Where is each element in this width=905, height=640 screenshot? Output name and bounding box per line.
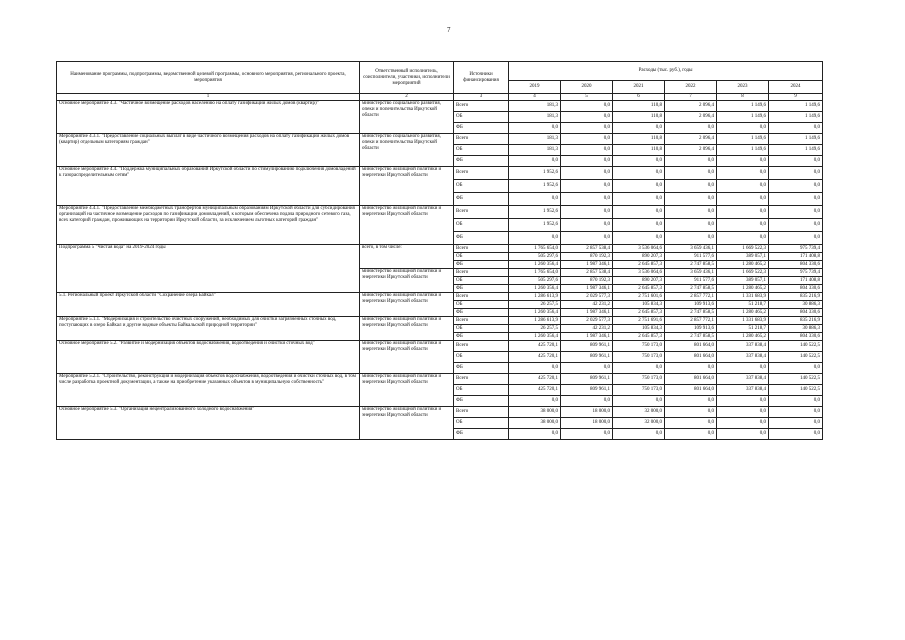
amount-cell: 2 645 857,3 xyxy=(613,309,665,317)
amount-cell: 105 834,3 xyxy=(613,301,665,309)
amount-cell: 870 192,3 xyxy=(561,277,613,285)
amount-cell: 30 886,3 xyxy=(769,301,823,309)
funding-source: ОБ xyxy=(454,112,509,123)
amount-cell: 0,0 xyxy=(613,206,665,219)
amount-cell: 0,0 xyxy=(665,206,717,219)
amount-cell: 1 260 356,4 xyxy=(509,261,561,269)
amount-cell: 3 659 436,1 xyxy=(665,245,717,253)
column-index: 3 xyxy=(454,94,509,101)
amount-cell: 801 664,0 xyxy=(665,352,717,363)
row-title: Мероприятие 4.4.1. "Предоставление межбюджетных трансфертов муниципальным образованиям Иркутской области для субсидирования организаций на частичное возмещение расходов по газификации домовладений, к которым обеспечена подача природного сетевого газа, всех категорий граждан, проживающих на территории Иркутской области, за исключением льготных категорий граждан" xyxy=(57,206,360,245)
amount-cell: 3 659 436,1 xyxy=(665,269,717,277)
amount-cell: 0,0 xyxy=(561,219,613,232)
amount-cell: 181,3 xyxy=(509,134,561,145)
table-row xyxy=(57,317,823,325)
funding-source: ФБ xyxy=(454,123,509,134)
amount-cell: 809 961,1 xyxy=(561,341,613,352)
amount-cell: 804 330,6 xyxy=(769,261,823,269)
amount-cell: 105 834,3 xyxy=(613,325,665,333)
amount-cell: 975 739,4 xyxy=(769,245,823,253)
amount-cell: 181,3 xyxy=(509,101,561,112)
row-responsible: министерство жилищной политики и энергетики Иркутской области xyxy=(360,293,454,317)
amount-cell: 0,0 xyxy=(613,219,665,232)
column-index-row xyxy=(57,94,823,101)
amount-cell: 18 000,0 xyxy=(561,418,613,429)
amount-cell: 181,3 xyxy=(509,145,561,156)
amount-cell: 2 857 538,4 xyxy=(561,245,613,253)
amount-cell: 0,0 xyxy=(717,363,769,374)
row-responsible: министерство жилищной политики и энергетики Иркутской области xyxy=(360,167,454,206)
amount-cell: 1 280 465,2 xyxy=(717,285,769,293)
amount-cell: 0,0 xyxy=(769,407,823,418)
funding-source: Всего xyxy=(454,407,509,418)
amount-cell: 2 645 857,3 xyxy=(613,333,665,341)
amount-cell: 171 408,8 xyxy=(769,253,823,261)
row-responsible: всего, в том числе: xyxy=(360,245,454,269)
amount-cell: 0,0 xyxy=(769,123,823,134)
amount-cell: 1 765 654,0 xyxy=(509,269,561,277)
amount-cell: 0,0 xyxy=(613,123,665,134)
funding-source: ФБ xyxy=(454,363,509,374)
funding-source: ФБ xyxy=(454,309,509,317)
header-year: 2019 xyxy=(509,81,561,94)
amount-cell: 1 952,6 xyxy=(509,167,561,180)
funding-source: ОБ xyxy=(454,253,509,261)
amount-cell: 1 669 522,3 xyxy=(717,245,769,253)
funding-source: ФБ xyxy=(454,285,509,293)
amount-cell: 505 297,6 xyxy=(509,277,561,285)
amount-cell: 2 751 691,6 xyxy=(613,317,665,325)
amount-cell: 809 961,1 xyxy=(561,374,613,385)
amount-cell: 51 218,7 xyxy=(717,301,769,309)
amount-cell: 1 149,6 xyxy=(769,145,823,156)
amount-cell: 809 961,1 xyxy=(561,352,613,363)
amount-cell: 1 260 356,4 xyxy=(509,309,561,317)
amount-cell: 0,0 xyxy=(665,219,717,232)
amount-cell: 0,0 xyxy=(613,180,665,193)
subprogram-title: Подпрограмма 5 "Чистая вода" на 2019-2024 годы xyxy=(57,245,360,293)
funding-source: ОБ xyxy=(454,219,509,232)
amount-cell: 110,8 xyxy=(613,134,665,145)
amount-cell: 911 577,6 xyxy=(665,253,717,261)
header-expenses: Расходы (тыс. руб.), годы xyxy=(509,62,823,81)
funding-source: ФБ xyxy=(454,156,509,167)
amount-cell: 1 280 465,2 xyxy=(717,261,769,269)
amount-cell: 750 173,0 xyxy=(613,374,665,385)
funding-source: Всего xyxy=(454,374,509,385)
header-responsible: Ответственный исполнитель, соисполнители, участники, исполнители мероприятий xyxy=(360,62,454,94)
funding-source: Всего xyxy=(454,101,509,112)
funding-source: Всего xyxy=(454,167,509,180)
amount-cell: 750 173,0 xyxy=(613,352,665,363)
amount-cell: 0,0 xyxy=(769,156,823,167)
amount-cell: 870 192,3 xyxy=(561,253,613,261)
amount-cell: 32 000,0 xyxy=(613,418,665,429)
amount-cell: 0,0 xyxy=(613,396,665,407)
amount-cell: 0,0 xyxy=(509,193,561,206)
table-row xyxy=(57,167,823,180)
row-responsible: министерство жилищной политики и энергетики Иркутской области xyxy=(360,317,454,341)
amount-cell: 0,0 xyxy=(561,363,613,374)
table-row xyxy=(57,134,823,145)
amount-cell: 804 330,6 xyxy=(769,333,823,341)
amount-cell: 389 057,1 xyxy=(717,253,769,261)
amount-cell: 26 257,5 xyxy=(509,325,561,333)
amount-cell: 1 331 683,9 xyxy=(717,293,769,301)
amount-cell: 0,0 xyxy=(717,167,769,180)
amount-cell: 0,0 xyxy=(665,363,717,374)
amount-cell: 1 260 356,4 xyxy=(509,333,561,341)
amount-cell: 2 029 577,3 xyxy=(561,293,613,301)
amount-cell: 0,0 xyxy=(509,156,561,167)
amount-cell: 425 720,1 xyxy=(509,352,561,363)
row-responsible: министерство жилищной политики и энергетики Иркутской области xyxy=(360,374,454,407)
column-index: 4 xyxy=(509,94,561,101)
amount-cell: 0,0 xyxy=(561,112,613,123)
amount-cell: 110,8 xyxy=(613,101,665,112)
amount-cell: 1 149,6 xyxy=(717,101,769,112)
funding-source: ОБ xyxy=(454,325,509,333)
amount-cell: 181,3 xyxy=(509,112,561,123)
amount-cell: 2 096,4 xyxy=(665,134,717,145)
funding-source: Всего xyxy=(454,134,509,145)
funding-source: Всего xyxy=(454,341,509,352)
row-title: Основное мероприятие 5.2. "Развитие и модернизация объектов водоснабжения, водоотведения и очистки сточных вод" xyxy=(57,341,360,374)
amount-cell: 42 231,2 xyxy=(561,301,613,309)
column-index: 9 xyxy=(769,94,823,101)
column-index: 2 xyxy=(360,94,454,101)
amount-cell: 0,0 xyxy=(717,123,769,134)
column-index: 1 xyxy=(57,94,360,101)
amount-cell: 2 857 538,4 xyxy=(561,269,613,277)
row-responsible: министерство жилищной политики и энергетики Иркутской области xyxy=(360,269,454,293)
funding-source: ФБ xyxy=(454,429,509,440)
amount-cell: 337 838,4 xyxy=(717,341,769,352)
row-responsible: министерство социального развития, опеки и попечительства Иркутской области xyxy=(360,134,454,167)
header-year: 2020 xyxy=(561,81,613,94)
amount-cell: 0,0 xyxy=(509,123,561,134)
amount-cell: 337 838,4 xyxy=(717,374,769,385)
amount-cell: 801 664,0 xyxy=(665,385,717,396)
amount-cell: 0,0 xyxy=(665,418,717,429)
amount-cell: 32 000,0 xyxy=(613,407,665,418)
amount-cell: 1 149,6 xyxy=(769,101,823,112)
amount-cell: 51 218,7 xyxy=(717,325,769,333)
amount-cell: 30 886,3 xyxy=(769,325,823,333)
amount-cell: 140 522,5 xyxy=(769,374,823,385)
amount-cell: 0,0 xyxy=(665,156,717,167)
amount-cell: 801 664,0 xyxy=(665,341,717,352)
amount-cell: 835 216,9 xyxy=(769,317,823,325)
amount-cell: 0,0 xyxy=(769,206,823,219)
amount-cell: 0,0 xyxy=(561,396,613,407)
row-title: Мероприятие 5.1.1. "Модернизация и строительство очистных сооружений, необходимых для очистки загрязненных сточных вод, поступающих в озеро Байкал и другие водные объекты Байкальской природной территории" xyxy=(57,317,360,341)
amount-cell: 1 149,6 xyxy=(769,112,823,123)
funding-source: Всего xyxy=(454,293,509,301)
amount-cell: 0,0 xyxy=(717,429,769,440)
header-source: Источники финансирования xyxy=(454,62,509,94)
amount-cell: 0,0 xyxy=(769,418,823,429)
amount-cell: 0,0 xyxy=(561,101,613,112)
amount-cell: 26 257,5 xyxy=(509,301,561,309)
amount-cell: 2 751 601,6 xyxy=(613,293,665,301)
amount-cell: 389 057,1 xyxy=(717,277,769,285)
row-responsible: министерство жилищной политики и энергетики Иркутской области xyxy=(360,341,454,374)
amount-cell: 0,0 xyxy=(561,429,613,440)
amount-cell: 425 720,1 xyxy=(509,374,561,385)
row-title: 5.1. Региональный проект Иркутской области "Сохранение озера Байкал" xyxy=(57,293,360,317)
table-row xyxy=(57,374,823,385)
row-responsible: министерство социального развития, опеки и попечительства Иркутской области xyxy=(360,101,454,134)
header-year: 2022 xyxy=(665,81,717,94)
amount-cell: 0,0 xyxy=(665,429,717,440)
amount-cell: 804 330,6 xyxy=(769,309,823,317)
amount-cell: 0,0 xyxy=(717,206,769,219)
header-year: 2024 xyxy=(769,81,823,94)
amount-cell: 801 664,0 xyxy=(665,374,717,385)
amount-cell: 0,0 xyxy=(769,219,823,232)
amount-cell: 1 149,6 xyxy=(717,134,769,145)
amount-cell: 337 838,4 xyxy=(717,385,769,396)
amount-cell: 0,0 xyxy=(561,156,613,167)
amount-cell: 890 207,3 xyxy=(613,277,665,285)
funding-source: ФБ xyxy=(454,193,509,206)
amount-cell: 337 838,4 xyxy=(717,352,769,363)
amount-cell: 2 645 857,3 xyxy=(613,285,665,293)
amount-cell: 1 952,6 xyxy=(509,180,561,193)
amount-cell: 2 645 857,3 xyxy=(613,261,665,269)
amount-cell: 2 747 858,5 xyxy=(665,309,717,317)
amount-cell: 110,8 xyxy=(613,112,665,123)
amount-cell: 2 747 858,5 xyxy=(665,285,717,293)
table-row xyxy=(57,206,823,219)
amount-cell: 0,0 xyxy=(769,180,823,193)
column-index: 6 xyxy=(613,94,665,101)
funding-source: ФБ xyxy=(454,396,509,407)
header-year: 2021 xyxy=(613,81,665,94)
amount-cell: 0,0 xyxy=(509,396,561,407)
amount-cell: 750 173,0 xyxy=(613,385,665,396)
amount-cell: 0,0 xyxy=(717,156,769,167)
amount-cell: 0,0 xyxy=(561,134,613,145)
amount-cell: 0,0 xyxy=(561,123,613,134)
funding-source: ОБ xyxy=(454,352,509,363)
amount-cell: 0,0 xyxy=(613,193,665,206)
amount-cell: 0,0 xyxy=(769,429,823,440)
amount-cell: 38 000,0 xyxy=(509,407,561,418)
column-index: 8 xyxy=(717,94,769,101)
amount-cell: 42 231,2 xyxy=(561,325,613,333)
funding-source: ОБ xyxy=(454,145,509,156)
table-row xyxy=(57,101,823,112)
amount-cell: 3 536 064,6 xyxy=(613,245,665,253)
amount-cell: 0,0 xyxy=(665,232,717,245)
row-title: Мероприятие 4.3.1. "Предоставление социальных выплат в виде частичного возмещения расходов на оплату газификации жилых домов (квартир) отдельным категориям граждан" xyxy=(57,134,360,167)
amount-cell: 505 297,6 xyxy=(509,253,561,261)
amount-cell: 2 857 772,1 xyxy=(665,293,717,301)
amount-cell: 1 149,6 xyxy=(769,134,823,145)
amount-cell: 835 216,9 xyxy=(769,293,823,301)
amount-cell: 1 280 465,2 xyxy=(717,333,769,341)
amount-cell: 0,0 xyxy=(769,396,823,407)
amount-cell: 0,0 xyxy=(561,232,613,245)
amount-cell: 911 577,6 xyxy=(665,277,717,285)
amount-cell: 0,0 xyxy=(561,206,613,219)
amount-cell: 0,0 xyxy=(509,363,561,374)
row-title: Основное мероприятие 4.4. "Поддержка муниципальных образований Иркутской области по стимулированию подключения домовладений к газораспределительным сетям" xyxy=(57,167,360,206)
amount-cell: 109 913,6 xyxy=(665,301,717,309)
amount-cell: 3 536 064,6 xyxy=(613,269,665,277)
row-title: Основное мероприятие 4.3. "Частичное возмещение расходов населению на оплату газификации жилых домов (квартир)" xyxy=(57,101,360,134)
amount-cell: 975 739,4 xyxy=(769,269,823,277)
amount-cell: 140 522,5 xyxy=(769,385,823,396)
amount-cell: 2 857 772,1 xyxy=(665,317,717,325)
amount-cell: 0,0 xyxy=(613,429,665,440)
amount-cell: 0,0 xyxy=(613,167,665,180)
amount-cell: 0,0 xyxy=(665,396,717,407)
amount-cell: 140 522,5 xyxy=(769,341,823,352)
amount-cell: 2 747 858,5 xyxy=(665,261,717,269)
amount-cell: 140 522,5 xyxy=(769,352,823,363)
amount-cell: 425 720,1 xyxy=(509,385,561,396)
amount-cell: 2 096,4 xyxy=(665,112,717,123)
amount-cell: 1 952,6 xyxy=(509,219,561,232)
amount-cell: 38 000,0 xyxy=(509,418,561,429)
amount-cell: 0,0 xyxy=(717,180,769,193)
amount-cell: 1 765 654,0 xyxy=(509,245,561,253)
amount-cell: 0,0 xyxy=(509,232,561,245)
funding-source: ОБ xyxy=(454,301,509,309)
amount-cell: 1 987 346,1 xyxy=(561,285,613,293)
amount-cell: 2 747 858,5 xyxy=(665,333,717,341)
amount-cell: 0,0 xyxy=(561,167,613,180)
amount-cell: 0,0 xyxy=(665,180,717,193)
amount-cell: 1 280 465,2 xyxy=(717,309,769,317)
amount-cell: 0,0 xyxy=(665,193,717,206)
amount-cell: 804 330,6 xyxy=(769,285,823,293)
row-responsible: министерство жилищной политики и энергетики Иркутской области xyxy=(360,206,454,245)
funding-source: ОБ xyxy=(454,277,509,285)
table-row xyxy=(57,293,823,301)
amount-cell: 0,0 xyxy=(613,232,665,245)
amount-cell: 1 260 356,4 xyxy=(509,285,561,293)
amount-cell: 0,0 xyxy=(665,407,717,418)
amount-cell: 171 408,8 xyxy=(769,277,823,285)
amount-cell: 0,0 xyxy=(613,156,665,167)
amount-cell: 0,0 xyxy=(717,418,769,429)
amount-cell: 1 952,6 xyxy=(509,206,561,219)
row-title: Мероприятие 5.2.1. "Строительство, реконструкция и модернизация объектов водоснабжения, водоотведения и очистки сточных вод, в том числе разработка проектной документации, а также на приобретение указанных объектов в муниципальную собственность" xyxy=(57,374,360,407)
funding-source: ОБ xyxy=(454,385,509,396)
amount-cell: 2 096,4 xyxy=(665,145,717,156)
funding-source: ФБ xyxy=(454,232,509,245)
header-year: 2023 xyxy=(717,81,769,94)
table-row xyxy=(57,341,823,352)
amount-cell: 425 720,1 xyxy=(509,341,561,352)
amount-cell: 1 987 346,1 xyxy=(561,333,613,341)
column-index: 5 xyxy=(561,94,613,101)
row-responsible: министерство жилищной политики и энергетики Иркутской области xyxy=(360,407,454,440)
row-title: Основное мероприятие 5.3. "Организация нецентрализованного холодного водоснабжения" xyxy=(57,407,360,440)
amount-cell: 890 207,3 xyxy=(613,253,665,261)
amount-cell: 0,0 xyxy=(717,407,769,418)
amount-cell: 0,0 xyxy=(665,123,717,134)
funding-source: ОБ xyxy=(454,180,509,193)
amount-cell: 1 286 613,9 xyxy=(509,293,561,301)
funding-source: Всего xyxy=(454,206,509,219)
expenditure-table xyxy=(56,61,823,440)
funding-source: Всего xyxy=(454,269,509,277)
amount-cell: 0,0 xyxy=(717,219,769,232)
amount-cell: 809 961,1 xyxy=(561,385,613,396)
funding-source: ФБ xyxy=(454,261,509,269)
page-number: 7 xyxy=(447,26,451,34)
amount-cell: 0,0 xyxy=(769,232,823,245)
amount-cell: 750 173,0 xyxy=(613,341,665,352)
amount-cell: 0,0 xyxy=(769,363,823,374)
amount-cell: 1 987 346,1 xyxy=(561,309,613,317)
amount-cell: 110,8 xyxy=(613,145,665,156)
table-row xyxy=(57,245,823,253)
amount-cell: 0,0 xyxy=(769,193,823,206)
amount-cell: 0,0 xyxy=(561,193,613,206)
header-name: Наименование программы, подпрограммы, ведомственной целевой программы, основного мероприятия, регионального проекта, мероприятия xyxy=(57,62,360,94)
funding-source: ФБ xyxy=(454,333,509,341)
amount-cell: 109 913,6 xyxy=(665,325,717,333)
funding-source: ОБ xyxy=(454,418,509,429)
column-index: 7 xyxy=(665,94,717,101)
table-row xyxy=(57,407,823,418)
amount-cell: 1 987 346,1 xyxy=(561,261,613,269)
amount-cell: 1 669 522,3 xyxy=(717,269,769,277)
funding-source: Всего xyxy=(454,245,509,253)
amount-cell: 2 029 577,3 xyxy=(561,317,613,325)
amount-cell: 0,0 xyxy=(769,167,823,180)
amount-cell: 0,0 xyxy=(613,363,665,374)
amount-cell: 1 149,6 xyxy=(717,145,769,156)
amount-cell: 0,0 xyxy=(509,429,561,440)
amount-cell: 1 286 613,9 xyxy=(509,317,561,325)
amount-cell: 0,0 xyxy=(561,180,613,193)
amount-cell: 1 331 683,9 xyxy=(717,317,769,325)
amount-cell: 0,0 xyxy=(561,145,613,156)
amount-cell: 0,0 xyxy=(717,232,769,245)
amount-cell: 0,0 xyxy=(717,193,769,206)
amount-cell: 18 000,0 xyxy=(561,407,613,418)
amount-cell: 2 096,4 xyxy=(665,101,717,112)
amount-cell: 0,0 xyxy=(717,396,769,407)
amount-cell: 1 149,6 xyxy=(717,112,769,123)
amount-cell: 0,0 xyxy=(665,167,717,180)
funding-source: Всего xyxy=(454,317,509,325)
